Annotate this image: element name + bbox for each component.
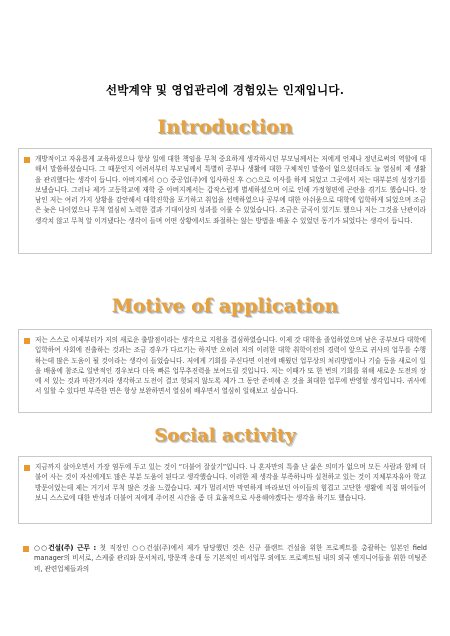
introduction-text: 개방적이고 자유롭게 교육하셨으나 항상 일에 대한 책임을 무척 중요하게 생각하시던 부모님께서는 저에게 언제나 정년로써의 역할에 대해서 말씀하셨습니다. 그 때문인지 어려서부터 부모님께서 특별히 공부나 생활에 대한 구체적인 말씀이 없으셨더라도 늘 열심히 제 생활을 관리했다는 생각이 듭니다. 아버지께서 ○○ 중공업(주)에 입사하신 후 ○○으로 이사를 하게 되었고 그곳에서 저는 대부분의 성장기를 보냈습니다. 그러나 제가 고등학교에 재학 중 아버지께서는 갑작스럽게 별세하셨으며 이로 인해 가정형편에 곤란을 겪기도 했습니다. 장남인 저는 여러 가지 상황을 감안해서 대학진학을 포기하고 취업을 선택하였으나 공부에 대한 아쉬움으로 대학에 입학하게 되었으며 조금은 늦은 나이였으나 무척 열심히 노력한 결과 기대이상의 성과를 이룰 수 있었습니다. 조금은 굴곡이 있기도 했으나 저는 그것을 난관이라 생각치 않고 무척 알 이겨냈다는 생각이 들며 어떤 상황에서도 좌절하는 않는 방법을 배울 수 있었던 동기가 되었다는 생각이 듭니다. — [35, 155, 426, 225]
motive-box — [18, 329, 432, 413]
work-text: 첫 직장인 ○○건설(주)에서 제가 담당했던 것은 신규 플랜트 건설을 위한 프로젝트를 총괄하는 일본인 field manager의 비서로, 스케줄 관리와 문서처리, 방문객 응대 등 기본적인 비서업무 외에도 프로젝트팀 내의 외국 엔지니어들을 위한 미팅준비, 관련업체들과의 — [34, 544, 427, 573]
section-title-social: Social activity — [154, 425, 296, 446]
section-title-introduction: Introduction — [157, 116, 293, 138]
bullet-icon — [24, 157, 30, 163]
section-title-motive: Motive of application — [111, 295, 339, 317]
bullet-icon — [24, 338, 30, 344]
social-text: 지금까지 살아오면서 가장 염두에 두고 있는 것이 “더불어 잘살기”입니다. 나 혼자만의 특출 난 삶은 의미가 없으며 모든 사람과 함께 더불어 사는 것이 자신에게도 많은 부분 도움이 된다고 생각했습니다. 이러한 제 생각을 부족하나마 실천하고 있는 것이 지체부자유아 학교 방문이었는데 제는 거기서 무척 많은 것을 느꼈습니다. 제가 멀리서만 막연하게 바라보던 아이들의 힘겹고 고단한 생활에 직접 뛰어들어 보니 스스로에 대한 반성과 더불어 저에게 주어진 시간을 좀 더 효율적으로 사용해야겠다는 생각을 하기도 했습니다. — [35, 463, 426, 502]
work-paragraph — [34, 543, 427, 574]
work-box — [18, 538, 432, 598]
social-box — [18, 456, 432, 524]
bullet-icon — [23, 546, 29, 552]
introduction-box — [18, 148, 432, 254]
bullet-icon — [24, 465, 30, 471]
work-label: ○○건설(주) 근무 : — [34, 544, 97, 552]
motive-text: 저는 스스로 이제부터가 저의 새로운 출발점이라는 생각으로 지원을 결심하였습니다. 이제 갓 대학을 졸업하였으며 남은 공부보다 대학에 입학하여 사회에 진출하는 것과는 조금 경우가 다르기는 하지만 오히려 저의 이러한 대학 취학이전의 경력이 앞으로 귀사의 업무를 수행하는데 많은 도움이 될 것이라는 생각이 들었습니다. 저에게 기회를 주신다면 이전에 배웠던 업무상의 처리방법이나 기술 등을 새로이 일을 배움에 참조로 일반적인 경우보다 더욱 빠른 업무추진력을 보여드릴 것입니다. 저는 이때가 또 한 번의 기회를 위해 새로운 도전의 장에 서 있는 것과 마찬가지라 생각하고 도전이 결코 헛되지 않도록 제가 그 동안 준비해 온 것을 최대한 업무에 반영할 생각입니다. 귀사에서 일할 수 있다면 부족한 면은 항상 보완하면서 열심히 배우면서 열심히 일해보고 싶습니다. — [35, 336, 426, 396]
page-title: 선박계약 및 영업관리에 경험있는 인재입니다. — [105, 83, 345, 97]
